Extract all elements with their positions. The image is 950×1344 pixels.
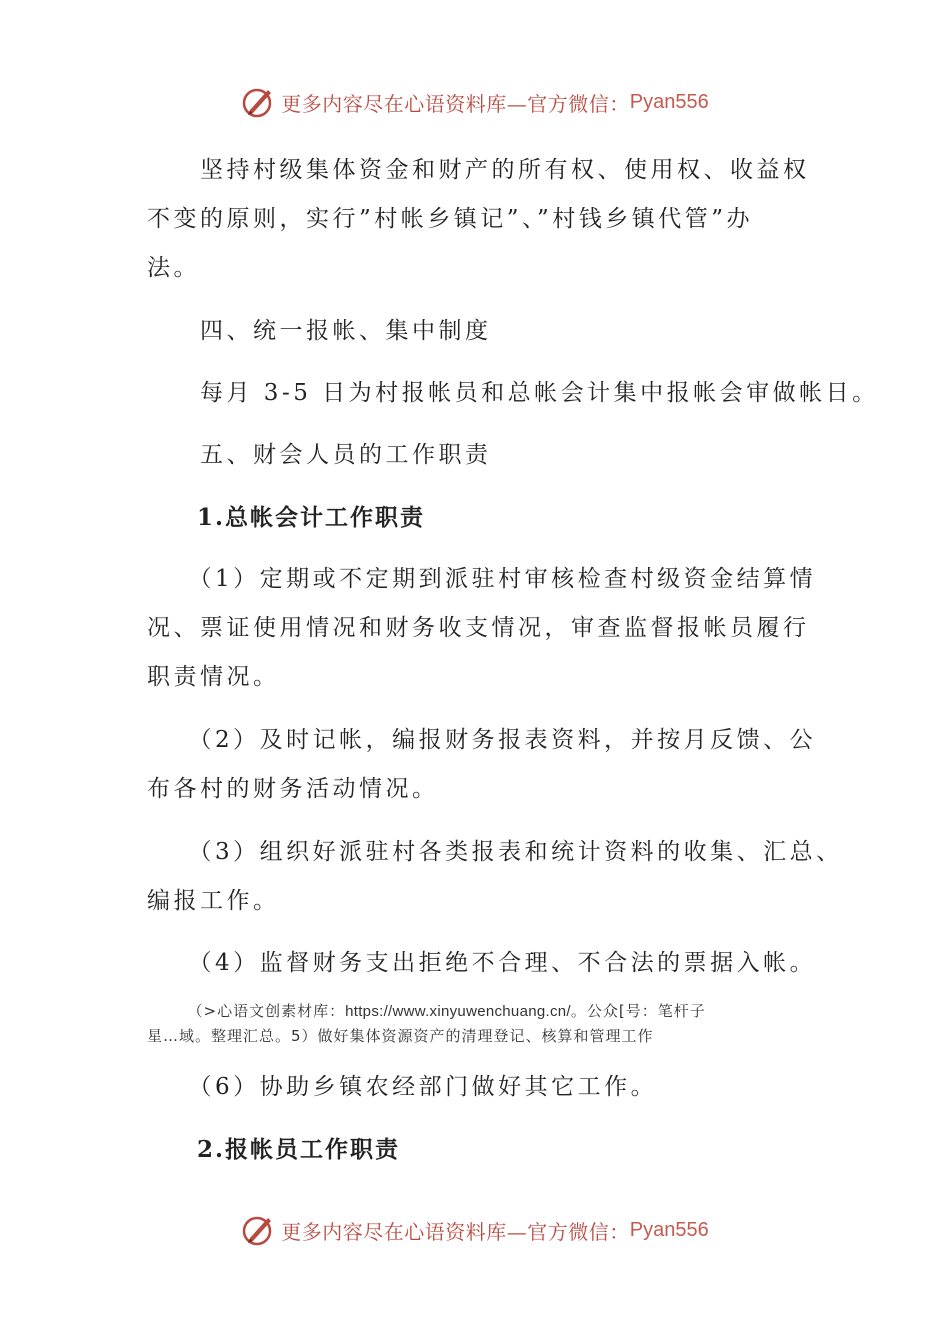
note-url: https://www.xinyuwenchuang.cn/ — [345, 1003, 571, 1020]
list-item-4: （4）监督财务支出拒绝不合理、不合法的票据入帐。 — [200, 950, 817, 976]
pen-logo-icon — [241, 84, 277, 120]
banner-wechat-id: Pyan556 — [629, 1218, 709, 1241]
paragraph-line: 坚持村级集体资金和财产的所有权、使用权、收益权 — [200, 157, 810, 183]
list-item-2: （2）及时记帐，编报财务报表资料，并按月反馈、公 — [200, 727, 817, 753]
paragraph-line: 每月 3-5 日为村报帐员和总帐会计集中报帐会审做帐日。 — [200, 380, 879, 406]
section-title-5: 五、财会人员的工作职责 — [200, 442, 492, 468]
list-item-3-cont: 编报工作。 — [147, 888, 280, 914]
footer-banner — [0, 1208, 950, 1252]
heading-general-accountant: 1.总帐会计工作职责 — [197, 504, 426, 531]
list-item-2-cont: 布各村的财务活动情况。 — [147, 776, 439, 802]
heading-bookkeeper: 2.报帐员工作职责 — [197, 1136, 401, 1163]
paragraph-line: 法。 — [147, 255, 200, 281]
list-item-1: （1）定期或不定期到派驻村审核检查村级资金结算情 — [200, 566, 817, 592]
paragraph-line: 不变的原则，实行”村帐乡镇记”、”村钱乡镇代管”办 — [147, 206, 754, 232]
list-item-6: （6）协助乡镇农经部门做好其它工作。 — [200, 1074, 658, 1100]
list-item-1-cont: 职责情况。 — [147, 664, 280, 690]
inserted-note-line-1: （>心语文创素材库：https://www.xinyuwenchuang.cn/。公众[号：笔杆子 — [195, 1002, 706, 1020]
pen-logo-icon — [241, 1212, 277, 1248]
banner-text: 更多内容尽在心语资料库—官方微信： — [281, 1219, 630, 1244]
section-title-4: 四、统一报帐、集中制度 — [200, 318, 492, 344]
list-item-1-cont: 况、票证使用情况和财务收支情况，审查监督报帐员履行 — [147, 615, 810, 641]
banner-text: 更多内容尽在心语资料库—官方微信： — [281, 91, 630, 116]
header-banner — [0, 80, 950, 124]
inserted-note-line-2: 星…域。整理汇总。5）做好集体资源资产的清理登记、核算和管理工作 — [147, 1027, 654, 1045]
list-item-3: （3）组织好派驻村各类报表和统计资料的收集、汇总、 — [200, 839, 843, 865]
banner-wechat-id: Pyan556 — [629, 90, 709, 113]
